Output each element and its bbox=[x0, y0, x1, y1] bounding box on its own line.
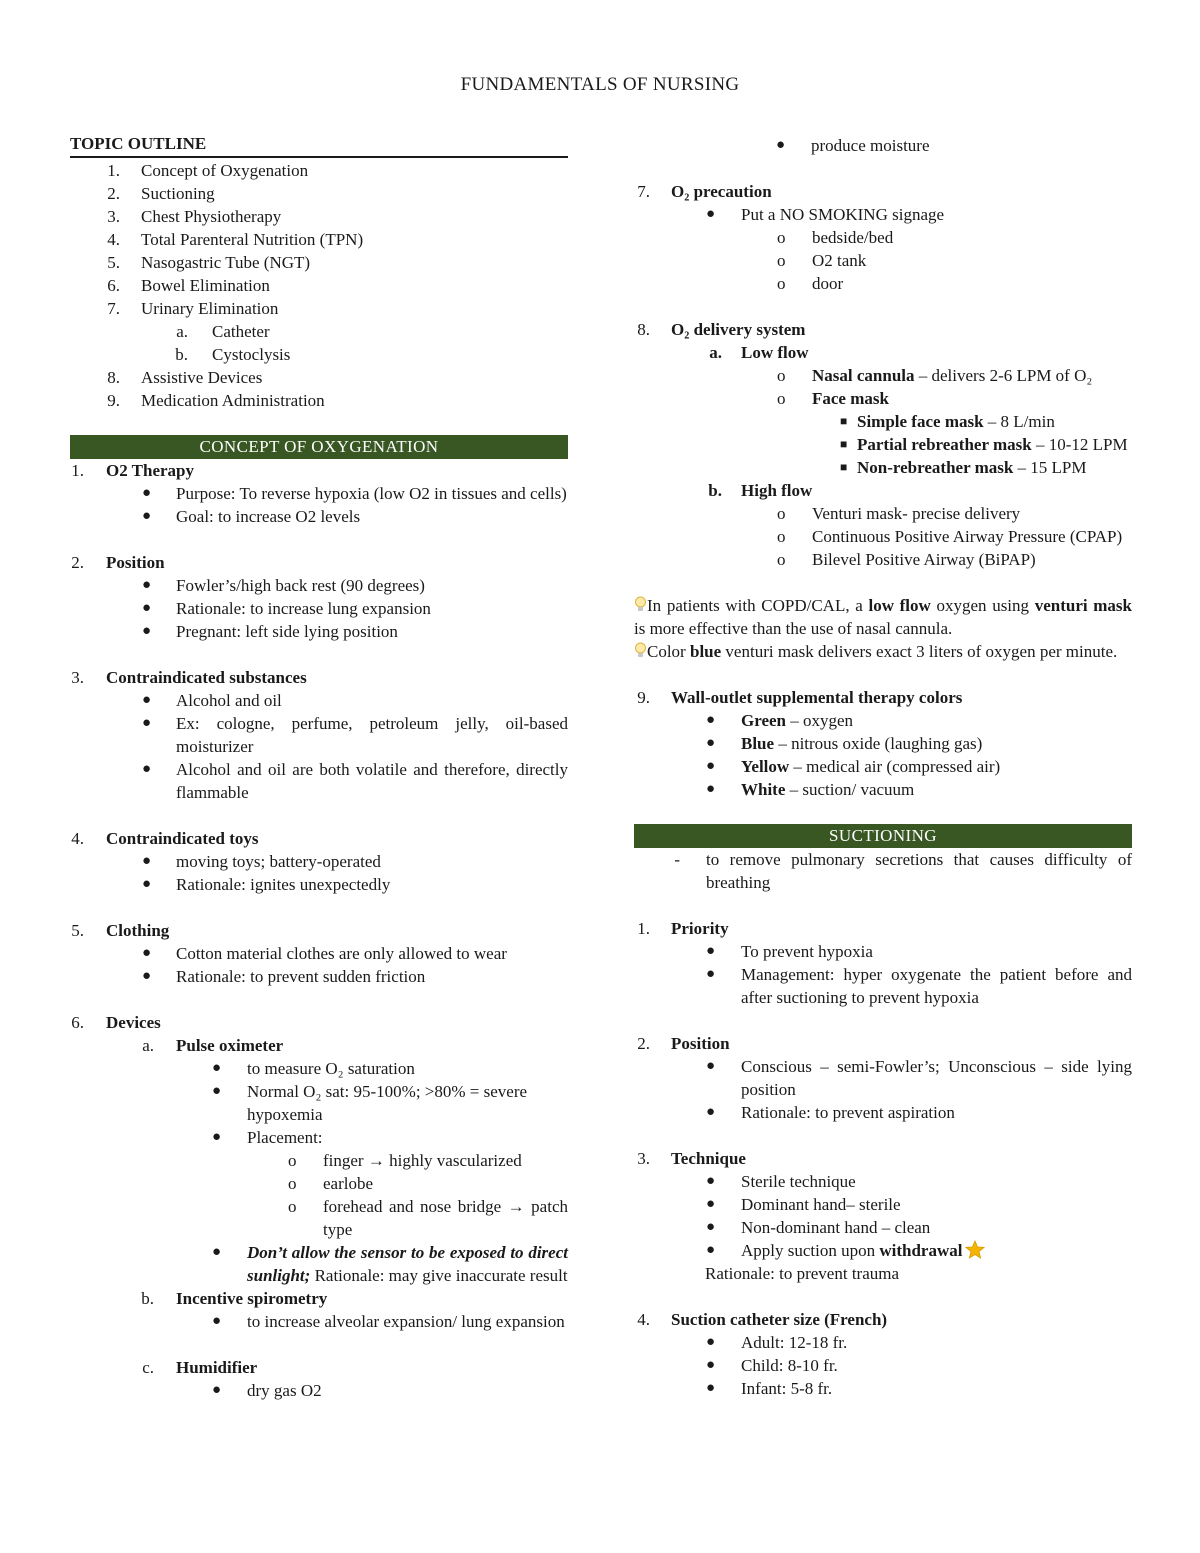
bullet-item: ● Normal O₂ sat: 95-100%; >80% = severe hypoxemia bbox=[212, 1082, 528, 1124]
sensor-warning: Don’t allow the sensor to be exposed to direct sunlight; bbox=[247, 1243, 568, 1285]
section-o2-therapy: 1. O2 Therapy bbox=[71, 461, 195, 480]
delivery-low-flow: a. Low flow bbox=[709, 343, 809, 362]
outline-item: 4. Total Parenteral Nutrition (TPN) bbox=[107, 230, 364, 249]
sub-bullet-item: o Venturi mask- precise delivery bbox=[777, 504, 1021, 523]
sub-bullet-item: o Bilevel Positive Airway (BiPAP) bbox=[777, 550, 1036, 569]
bullet-item: ● Management: hyper oxygenate the patient before and after suctioning to prevent hypoxia bbox=[706, 965, 1132, 1007]
section-clothing: 5. Clothing bbox=[71, 921, 170, 940]
outline-item: 1. Concept of Oxygenation bbox=[107, 161, 309, 180]
bullet-item: ● Goal: to increase O2 levels bbox=[142, 507, 361, 526]
mask-item: ■ Simple face mask – 8 L/min bbox=[840, 412, 1055, 431]
bullet-item: ● Sterile technique bbox=[706, 1172, 856, 1191]
sub-bullet-item: o bedside/bed bbox=[777, 228, 894, 247]
outline-item: 9. Medication Administration bbox=[107, 391, 325, 410]
bullet-item: ● To prevent hypoxia bbox=[706, 942, 873, 961]
sub-bullet-item: o Face mask bbox=[777, 389, 889, 408]
bullet-item: ● Dominant hand– sterile bbox=[706, 1195, 901, 1214]
outline-subitem: a. Catheter bbox=[176, 322, 270, 341]
section-o2-precaution: 7. O₂ precaution bbox=[637, 182, 772, 201]
tip-blue-venturi: Color blue venturi mask delivers exact 3 liters of oxygen per minute. bbox=[634, 640, 1132, 663]
section-wall-outlet-colors: 9. Wall-outlet supplemental therapy colors bbox=[637, 688, 963, 707]
suctioning-definition: - to remove pulmonary secretions that causes difficulty of breathing bbox=[674, 850, 1132, 892]
bullet-item: ● Rationale: to increase lung expansion bbox=[142, 599, 431, 618]
bullet-item: ● Put a NO SMOKING signage bbox=[706, 205, 945, 224]
bullet-item: ● Purpose: To reverse hypoxia (low O2 in tissues and cells) bbox=[142, 484, 567, 503]
bullet-item: ● Adult: 12-18 fr. bbox=[706, 1333, 848, 1352]
sub-bullet-item: o Nasal cannula – delivers 2-6 LPM of O₂ bbox=[777, 366, 1093, 385]
section-suction-position: 2. Position bbox=[637, 1034, 730, 1053]
bullet-item: ● Yellow – medical air (compressed air) bbox=[706, 757, 1001, 776]
sub-bullet-item: o finger → highly vascularized bbox=[288, 1151, 522, 1170]
bullet-item: ● Green – oxygen bbox=[706, 711, 854, 730]
technique-rationale: Rationale: to prevent trauma bbox=[705, 1264, 900, 1283]
device-incentive-spirometry: b. Incentive spirometry bbox=[141, 1289, 328, 1308]
outline-item: 2. Suctioning bbox=[107, 184, 215, 203]
section-technique: 3. Technique bbox=[637, 1149, 746, 1168]
bullet-item: ● Apply suction upon withdrawal bbox=[634, 1239, 1132, 1262]
device-pulse-oximeter: a. Pulse oximeter bbox=[142, 1036, 284, 1055]
lightbulb-icon bbox=[634, 642, 647, 659]
bullet-item: ● Rationale: ignites unexpectedly bbox=[142, 875, 391, 894]
bullet-item: ● to measure O₂ saturation bbox=[212, 1059, 415, 1078]
bullet-item: ● Non-dominant hand – clean bbox=[706, 1218, 931, 1237]
sub-bullet-item: o Continuous Positive Airway Pressure (CPAP) bbox=[777, 527, 1123, 546]
right-column bbox=[634, 134, 1132, 1400]
bullet-item: ● produce moisture bbox=[776, 136, 930, 155]
mask-item: ■ Partial rebreather mask – 10-12 LPM bbox=[840, 435, 1128, 454]
bullet-item: ● to increase alveolar expansion/ lung expansion bbox=[212, 1312, 565, 1331]
outline-item: 7. Urinary Elimination bbox=[107, 299, 279, 318]
section-contraindicated-toys: 4. Contraindicated toys bbox=[71, 829, 259, 848]
bullet-item: ● Child: 8-10 fr. bbox=[706, 1356, 838, 1375]
bullet-item: ● Rationale: to prevent aspiration bbox=[706, 1103, 955, 1122]
bullet-item: ● Alcohol and oil are both volatile and therefore, directly flammable bbox=[142, 760, 568, 802]
mask-item: ■ Non-rebreather mask – 15 LPM bbox=[840, 458, 1087, 477]
outline-item: 3. Chest Physiotherapy bbox=[107, 207, 282, 226]
section-o2-delivery-system: 8. O₂ delivery system bbox=[637, 320, 806, 339]
bullet-item: ● Pregnant: left side lying position bbox=[142, 622, 398, 641]
bullet-item: ● Ex: cologne, perfume, petroleum jelly, oil-based moisturizer bbox=[142, 714, 568, 756]
topic-outline-list bbox=[70, 159, 568, 412]
left-column bbox=[70, 132, 568, 1402]
section-catheter-size: 4. Suction catheter size (French) bbox=[637, 1310, 888, 1329]
section-priority: 1. Priority bbox=[637, 919, 729, 938]
sub-bullet-item: o forehead and nose bridge → patch type bbox=[288, 1197, 568, 1239]
lightbulb-icon bbox=[634, 596, 647, 613]
sub-bullet-item: o door bbox=[777, 274, 844, 293]
bullet-item: ● dry gas O2 bbox=[212, 1381, 322, 1400]
bullet-item: ● Rationale: to prevent sudden friction bbox=[142, 967, 426, 986]
outline-item: 5. Nasogastric Tube (NGT) bbox=[107, 253, 311, 272]
tip-copd: In patients with COPD/CAL, a low flow oxygen using venturi mask is more effective than the use of nasal cannula. bbox=[634, 596, 1132, 638]
outline-subitem: b. Cystoclysis bbox=[175, 345, 291, 364]
bullet-item: ● Conscious – semi-Fowler’s; Unconscious – side lying position bbox=[706, 1057, 1132, 1099]
sub-bullet-item: o O2 tank bbox=[777, 251, 867, 270]
section-banner-oxygenation: CONCEPT OF OXYGENATION bbox=[70, 435, 568, 459]
bullet-item: ● Cotton material clothes are only allowed to wear bbox=[142, 944, 507, 963]
section-contraindicated-substances: 3. Contraindicated substances bbox=[71, 668, 307, 687]
bullet-item: ● Infant: 5-8 fr. bbox=[706, 1379, 833, 1398]
document-title: FUNDAMENTALS OF NURSING bbox=[460, 74, 740, 95]
section-position: 2. Position bbox=[71, 553, 165, 572]
outline-item: 8. Assistive Devices bbox=[107, 368, 263, 387]
bullet-item: ● Fowler’s/high back rest (90 degrees) bbox=[142, 576, 425, 595]
outline-item: 6. Bowel Elimination bbox=[107, 276, 270, 295]
bullet-item: ● Placement: bbox=[212, 1128, 323, 1147]
delivery-high-flow: b. High flow bbox=[708, 481, 813, 500]
section-banner-suctioning: SUCTIONING bbox=[634, 824, 1132, 848]
topic-outline-heading: TOPIC OUTLINE bbox=[70, 132, 568, 158]
bullet-item: ● Blue – nitrous oxide (laughing gas) bbox=[706, 734, 983, 753]
bullet-item: ● Don’t allow the sensor to be exposed to direct sunlight; Rationale: may give inaccurate result bbox=[212, 1243, 568, 1285]
bullet-item: ● White – suction/ vacuum bbox=[706, 780, 915, 799]
bullet-item: ● moving toys; battery-operated bbox=[142, 852, 381, 871]
sub-bullet-item: o earlobe bbox=[288, 1174, 374, 1193]
device-humidifier: c. Humidifier bbox=[142, 1358, 258, 1377]
bullet-item: ● Alcohol and oil bbox=[142, 691, 282, 710]
section-devices: 6. Devices bbox=[71, 1013, 161, 1032]
star-icon bbox=[965, 1240, 985, 1259]
